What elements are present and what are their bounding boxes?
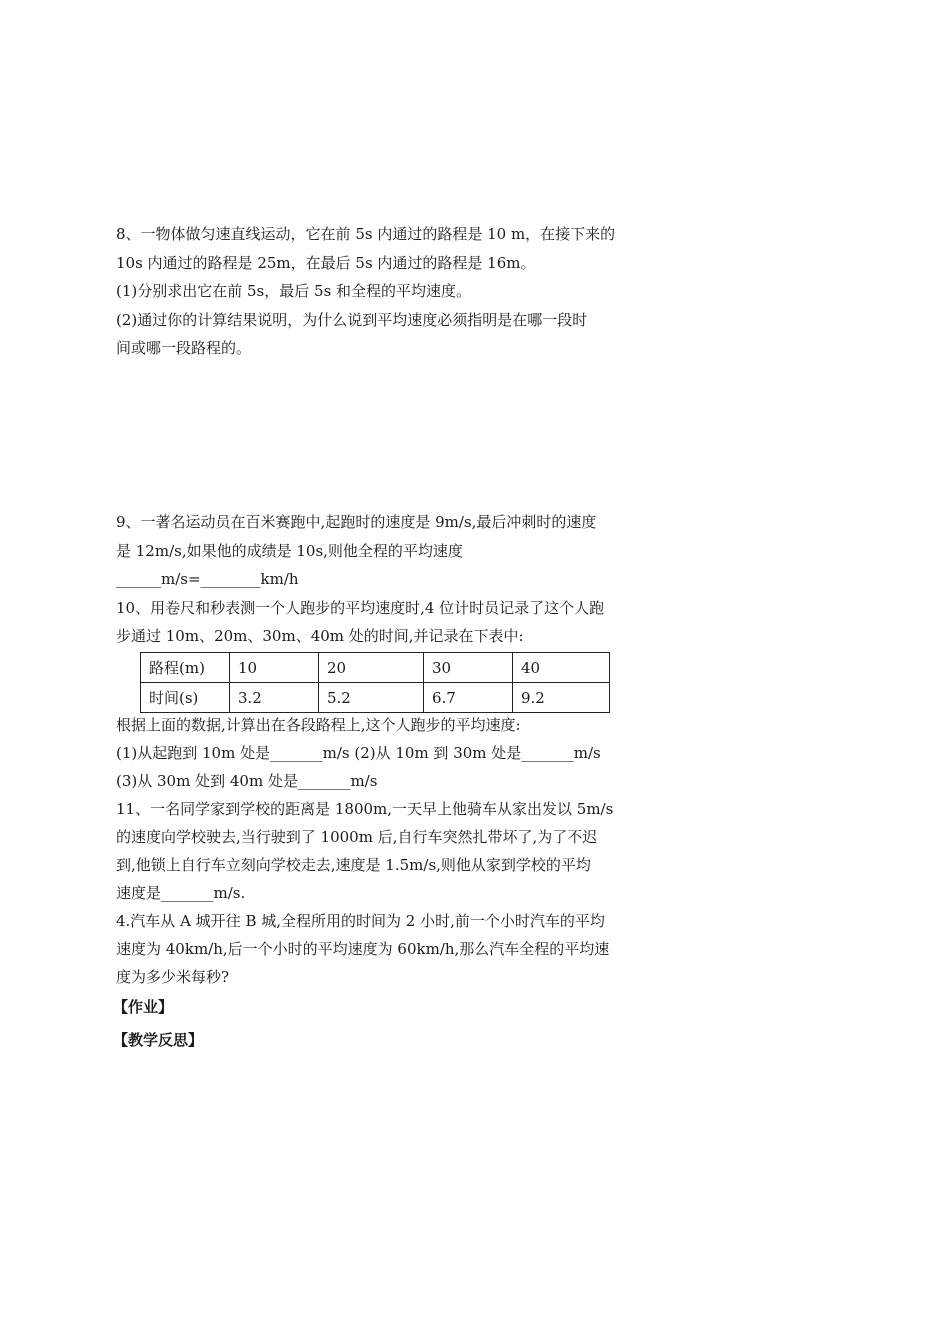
q10-line-4: (1)从起跑到 10m 处是_______m/s (2)从 10m 到 30m 处是_______m/s xyxy=(116,744,601,762)
q11-line-1: 11、一名同学家到学校的距离是 1800m,一天早上他骑车从家出发以 5m/s xyxy=(116,800,614,818)
q9-line-2: 是 12m/s,如果他的成绩是 10s,则他全程的平均速度 xyxy=(116,542,463,560)
q10-line-2: 步通过 10m、20m、30m、40m 处的时间,并记录在下表中: xyxy=(116,627,524,645)
q4-line-3: 度为多少米每秒? xyxy=(116,968,230,986)
table-cell: 3.2 xyxy=(230,683,319,713)
table-cell: 40 xyxy=(513,653,610,683)
q4-line-2: 速度为 40km/h,后一个小时的平均速度为 60km/h,那么汽车全程的平均速 xyxy=(116,940,610,958)
q10-line-3: 根据上面的数据,计算出在各段路程上,这个人跑步的平均速度: xyxy=(116,716,521,734)
q8-line-4: (2)通过你的计算结果说明，为什么说到平均速度必须指明是在哪一段时 xyxy=(116,311,588,329)
table-cell: 路程(m) xyxy=(141,653,230,683)
q9-line-1: 9、一著名运动员在百米赛跑中,起跑时的速度是 9m/s,最后冲刺时的速度 xyxy=(116,513,597,531)
q11-line-3: 到,他锁上自行车立刻向学校走去,速度是 1.5m/s,则他从家到学校的平均 xyxy=(116,856,591,874)
q8-line-3: (1)分别求出它在前 5s，最后 5s 和全程的平均速度。 xyxy=(116,282,472,300)
table-row xyxy=(141,683,610,713)
q4-line-1: 4.汽车从 A 城开往 B 城,全程所用的时间为 2 小时,前一个小时汽车的平均 xyxy=(116,912,605,930)
q11-line-4: 速度是_______m/s. xyxy=(116,884,246,902)
q10-line-5: (3)从 30m 处到 40m 处是_______m/s xyxy=(116,772,378,790)
reflection-heading: 【教学反思】 xyxy=(113,1031,204,1049)
q10-line-1: 10、用卷尺和秒表测一个人跑步的平均速度时,4 位计时员记录了这个人跑 xyxy=(116,599,605,617)
q8-line-5: 间或哪一段路程的。 xyxy=(116,339,252,357)
q9-line-3: ______m/s=________km/h xyxy=(116,570,299,588)
homework-heading: 【作业】 xyxy=(113,998,174,1016)
table-cell: 30 xyxy=(424,653,513,683)
table-cell: 6.7 xyxy=(424,683,513,713)
table-cell: 时间(s) xyxy=(141,683,230,713)
q8-line-2: 10s 内通过的路程是 25m，在最后 5s 内通过的路程是 16m。 xyxy=(116,254,536,272)
distance-time-table xyxy=(140,652,610,713)
table-cell: 10 xyxy=(230,653,319,683)
table-cell: 20 xyxy=(319,653,424,683)
q8-line-1: 8、一物体做匀速直线运动，它在前 5s 内通过的路程是 10 m，在接下来的 xyxy=(116,225,616,243)
q11-line-2: 的速度向学校驶去,当行驶到了 1000m 后,自行车突然扎带坏了,为了不迟 xyxy=(116,828,598,846)
table-row xyxy=(141,653,610,683)
table-cell: 9.2 xyxy=(513,683,610,713)
table-cell: 5.2 xyxy=(319,683,424,713)
